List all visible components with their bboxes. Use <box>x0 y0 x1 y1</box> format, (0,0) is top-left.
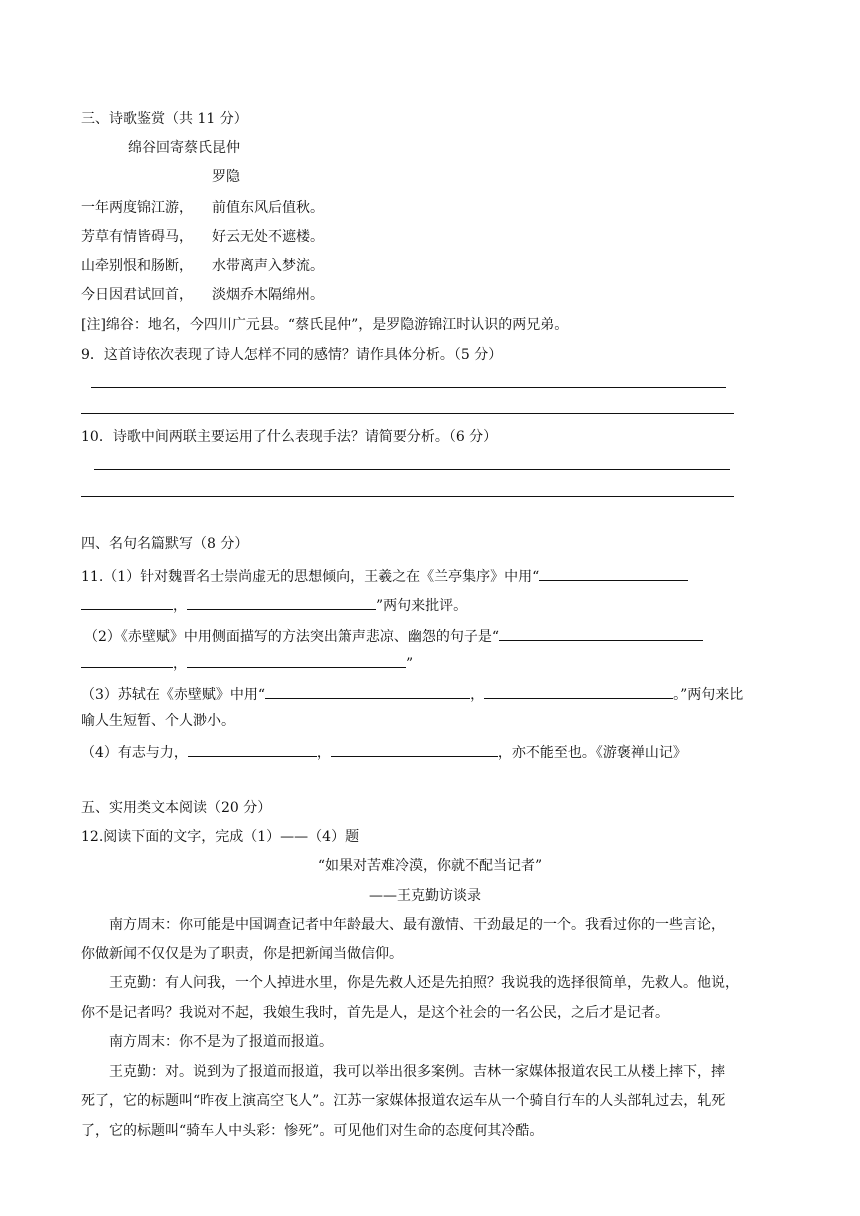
article-paragraph-line: 王克勤：有人问我，一个人掉进水里，你是先救人还是先拍照？我说我的选择很简单，先救人。他说， <box>109 975 739 991</box>
fill-blank[interactable] <box>499 625 703 641</box>
fill-blank[interactable] <box>331 741 498 757</box>
answer-line[interactable] <box>94 469 730 470</box>
question-text: 11.（1）针对魏晋名士崇尚虚无的思想倾向，王羲之在《兰亭集序》中用“ <box>81 569 540 585</box>
answer-line[interactable] <box>91 387 726 388</box>
comma: ， <box>316 745 331 761</box>
article-paragraph-line: 了，它的标题叫“骑车人中头彩：惨死”。可见他们对生命的态度何其冷酷。 <box>81 1123 544 1139</box>
question-10: 10．诗歌中间两联主要运用了什么表现手法？请简要分析。（6 分） <box>81 429 498 445</box>
fill-blank[interactable] <box>265 683 470 699</box>
question-11-2-cont <box>81 652 413 673</box>
poem-note: [注]绵谷：地名，今四川广元县。“蔡氏昆仲”，是罗隐游锦江时认识的两兄弟。 <box>81 317 569 333</box>
fill-blank[interactable] <box>81 652 173 668</box>
poem-line-first-half: 山牵别恨和肠断， <box>81 258 193 274</box>
question-text: ” <box>406 656 414 672</box>
question-11-1 <box>81 565 688 586</box>
fill-blank[interactable] <box>484 683 673 699</box>
question-11-4 <box>81 741 687 762</box>
poem-line-first-half: 芳草有情皆碍马， <box>81 229 193 245</box>
question-12: 12.阅读下面的文字，完成（1）——（4）题 <box>81 829 360 845</box>
fill-blank[interactable] <box>188 741 317 757</box>
question-text: ，亦不能至也。《游褒禅山记》 <box>497 745 687 761</box>
article-paragraph-line: 南方周末：你不是为了报道而报道。 <box>109 1034 333 1050</box>
answer-line[interactable] <box>81 496 734 497</box>
fill-blank[interactable] <box>187 594 376 610</box>
poem-line-second-half: 前值东风后值秋。 <box>212 200 324 216</box>
comma: ， <box>173 598 187 614</box>
poem-line-second-half: 淡烟乔木隔绵州。 <box>212 287 324 303</box>
poem-line <box>81 286 324 304</box>
question-text: （2）《赤壁赋》中用侧面描写的方法突出箫声悲凉、幽怨的句子是“ <box>84 629 500 645</box>
comma: ， <box>470 687 485 703</box>
article-title: “如果对苦难冷漠，你就不配当记者” <box>317 858 543 874</box>
poem-line-second-half: 水带离声入梦流。 <box>212 258 324 274</box>
question-11-3-cont: 喻人生短暂、个人渺小。 <box>81 713 235 729</box>
question-11-2 <box>84 625 703 646</box>
poem-title: 绵谷回寄蔡氏昆仲 <box>128 140 240 156</box>
fill-blank[interactable] <box>539 565 688 581</box>
section-3-heading: 三、诗歌鉴赏（共 11 分） <box>81 111 248 127</box>
article-subtitle: ——王克勤访谈录 <box>369 888 481 904</box>
article-paragraph-line: 死了，它的标题叫“昨夜上演高空飞人”。江苏一家媒体报道农运车从一个骑自行车的人头部轧过去，轧死 <box>81 1093 726 1109</box>
section-4-heading: 四、名句名篇默写（8 分） <box>81 536 249 552</box>
poem-line <box>81 199 324 217</box>
poem-line <box>81 257 324 275</box>
article-paragraph-line: 你做新闻不仅仅是为了职责，你是把新闻当做信仰。 <box>81 946 403 962</box>
question-9: 9．这首诗依次表现了诗人怎样不同的感情？请作具体分析。（5 分） <box>81 347 503 363</box>
fill-blank[interactable] <box>81 594 173 610</box>
fill-blank[interactable] <box>187 652 406 668</box>
poem-line-first-half: 今日因君试回首， <box>81 287 193 303</box>
poem-line <box>81 228 324 246</box>
section-5-heading: 五、实用类文本阅读（20 分） <box>81 800 272 816</box>
comma: ， <box>173 656 187 672</box>
poem-line-second-half: 好云无处不遮楼。 <box>212 229 324 245</box>
question-text: ”两句来批评。 <box>376 598 468 614</box>
question-text: （4）有志与力， <box>81 745 188 761</box>
answer-line[interactable] <box>81 413 734 414</box>
question-text: （3）苏轼在《赤壁赋》中用“ <box>81 687 266 703</box>
article-paragraph-line: 你不是记者吗？我说对不起，我娘生我时，首先是人，是这个社会的一名公民，之后才是记者。 <box>81 1005 669 1021</box>
poem-author: 罗隐 <box>212 169 240 185</box>
article-paragraph-line: 南方周末：你可能是中国调查记者中年龄最大、最有激情、干劲最足的一个。我看过你的一些言论， <box>109 917 725 933</box>
question-text: 。”两句来比 <box>673 687 744 703</box>
article-paragraph-line: 王克勤：对。说到为了报道而报道，我可以举出很多案例。吉林一家媒体报道农民工从楼上摔下，摔 <box>109 1064 725 1080</box>
poem-line-first-half: 一年两度锦江游， <box>81 200 193 216</box>
question-11-3 <box>81 683 743 704</box>
question-11-1-cont <box>81 594 467 615</box>
